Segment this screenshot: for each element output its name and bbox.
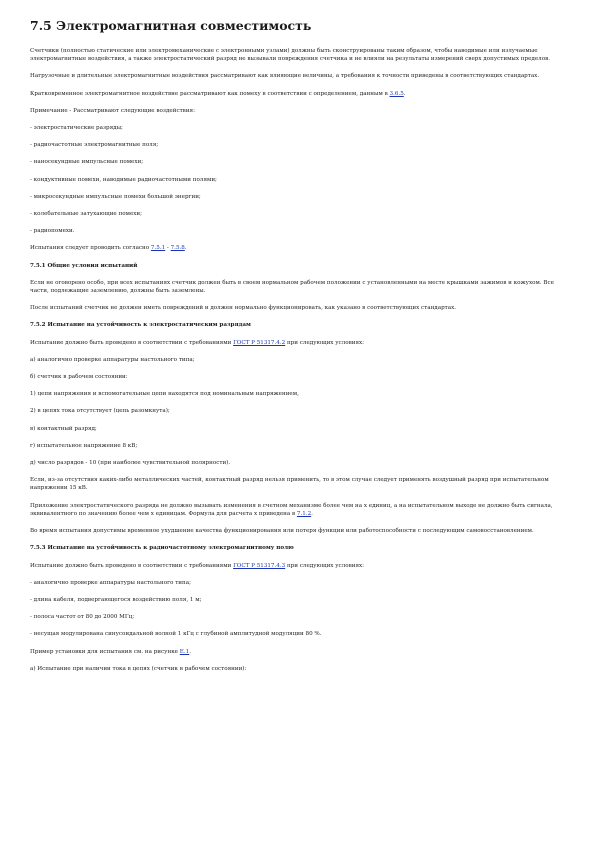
list-item: - радиопомехи.	[30, 228, 75, 235]
paragraph: Если не оговорено особо, при всех испытаниях счетчик должен быть в своем нормальном рабочем положении с установленными на месте крышками зажимов и кожухом. Все части, подлежащие заземлению, должны быть заземлены.	[30, 279, 554, 295]
section-heading: 7.5 Электромагнитная совместимость	[30, 18, 312, 33]
link-gost-51317-4-2[interactable]: ГОСТ Р 51317.4.2	[233, 339, 286, 346]
link-3-6-5[interactable]: 3.6.5	[389, 90, 404, 97]
link-figure-e1[interactable]: Е.1	[179, 648, 190, 655]
paragraph	[30, 648, 565, 656]
list-item: 1) цепи напряжения и вспомогательные цепи находятся под номинальным напряжением,	[30, 391, 299, 398]
paragraph-text: Испытание должно быть проведено в соответствии с требованиями	[30, 339, 234, 346]
paragraph-text: .	[403, 90, 406, 97]
paragraph-text: Испытание должно быть проведено в соответствии с требованиями	[30, 562, 234, 569]
list-item: а) аналогично проверке аппаратуры настольного типа;	[30, 356, 195, 363]
paragraph: а) Испытание при наличии тока в цепях (счетчик в рабочем состоянии):	[30, 665, 247, 672]
paragraph: После испытаний счетчик не должен иметь повреждений и должен нормально функционировать, как указано в соответствующих стандартах.	[30, 305, 457, 312]
list-item: - полоса частот от 80 до 2000 МГц;	[30, 614, 135, 621]
paragraph-text: .	[311, 510, 313, 517]
paragraph-text: Пример установки для испытания см. на рисунке	[30, 648, 180, 655]
paragraph-text: при следующих условиях:	[285, 562, 365, 569]
paragraph	[30, 339, 565, 347]
subsection-heading: 7.5.3 Испытание на устойчивость к радиочастотному электромагнитному полю	[30, 545, 294, 552]
list-item: - аналогично проверке аппаратуры настольного типа;	[30, 579, 191, 586]
list-item: в) контактный разряд;	[30, 425, 97, 432]
subsection-heading: 7.5.1 Общие условия испытаний	[30, 262, 138, 269]
paragraph: Во время испытания допустимы временное ухудшение качества функционирования или потеря функции или работоспособности с последующим самовосстановлением.	[30, 528, 534, 535]
list-item: - радиочастотные электромагнитные поля;	[30, 142, 159, 149]
list-item: - длина кабеля, подвергающегося воздействию поля, 1 м;	[30, 596, 202, 603]
paragraph-text: -	[165, 245, 171, 252]
paragraph-text: при следующих условиях:	[285, 339, 365, 346]
list-item: - кондуктивные помехи, наводимые радиочастотными полями;	[30, 176, 217, 183]
paragraph: Счетчики (полностью статические или электромеханические с электронными узлами) должны быть сконструированы таким образом, чтобы наводимые или излучаемые электромагнитные воздействия, а также электростатический разряд не вызывали повреждения счетчика и не влияли на результаты измерений сверх допустимых пределов.	[30, 48, 551, 63]
list-item: - несущая модулирована синусоидальной волной 1 кГц с глубиной амплитудной модуляции 80 %.	[30, 631, 322, 638]
paragraph-text: Кратковременное электромагнитное воздействие рассматривают как помеху в соответствии с определением, данным в	[30, 90, 390, 97]
paragraph: Нагрузочные и длительные электромагнитные воздействия рассматривают как влияющие величины, а требования к точности приведены в соответствующих стандартах.	[30, 73, 540, 80]
list-item: - колебательные затухающие помехи;	[30, 211, 143, 218]
paragraph: Если, из-за отсутствия каких-либо металлических частей, контактный разряд нельзя применить, то в этом случае следует применять воздушный разряд при испытательном напряжении 15 кВ.	[30, 477, 549, 492]
list-item: б) счетчик в рабочем состоянии:	[30, 374, 128, 381]
list-item: 2) в цепях тока отсутствует (цепь разомкнута);	[30, 408, 170, 415]
paragraph	[30, 244, 565, 252]
link-7-1-2[interactable]: 7.1.2	[296, 510, 312, 517]
link-7-5-1[interactable]: 7.5.1	[150, 245, 166, 252]
link-gost-51317-4-3[interactable]: ГОСТ Р 51317.4.3	[233, 562, 286, 569]
paragraph-text: Испытания следует проводить согласно	[30, 245, 151, 252]
list-item: г) испытательное напряжение 8 кВ;	[30, 442, 138, 449]
list-item: - электростатические разряды;	[30, 125, 123, 132]
paragraph-text: .	[189, 648, 191, 655]
paragraph-text: Приложение электростатического разряда не должно вызывать изменения в счетном механизме более чем на x единиц, а на испытательном выходе не должно быть сигнала, эквивалентного по значению более чем x единицам. Формула для расчета x приведена в	[30, 502, 553, 517]
paragraph-text: .	[184, 245, 187, 252]
subsection-heading: 7.5.2 Испытание на устойчивость к электростатическим разрядам	[30, 322, 251, 329]
note: Примечание - Рассматривают следующие воздействия:	[30, 107, 195, 114]
paragraph	[30, 502, 565, 518]
list-item: - микросекундные импульсные помехи большой энергии;	[30, 193, 201, 200]
list-item: - наносекундные импульсные помехи;	[30, 159, 144, 166]
paragraph	[30, 90, 565, 98]
list-item: д) число разрядов - 10 (при наиболее чувствительной полярности).	[30, 460, 231, 467]
link-7-5-8[interactable]: 7.5.8	[170, 245, 185, 252]
paragraph	[30, 562, 565, 570]
